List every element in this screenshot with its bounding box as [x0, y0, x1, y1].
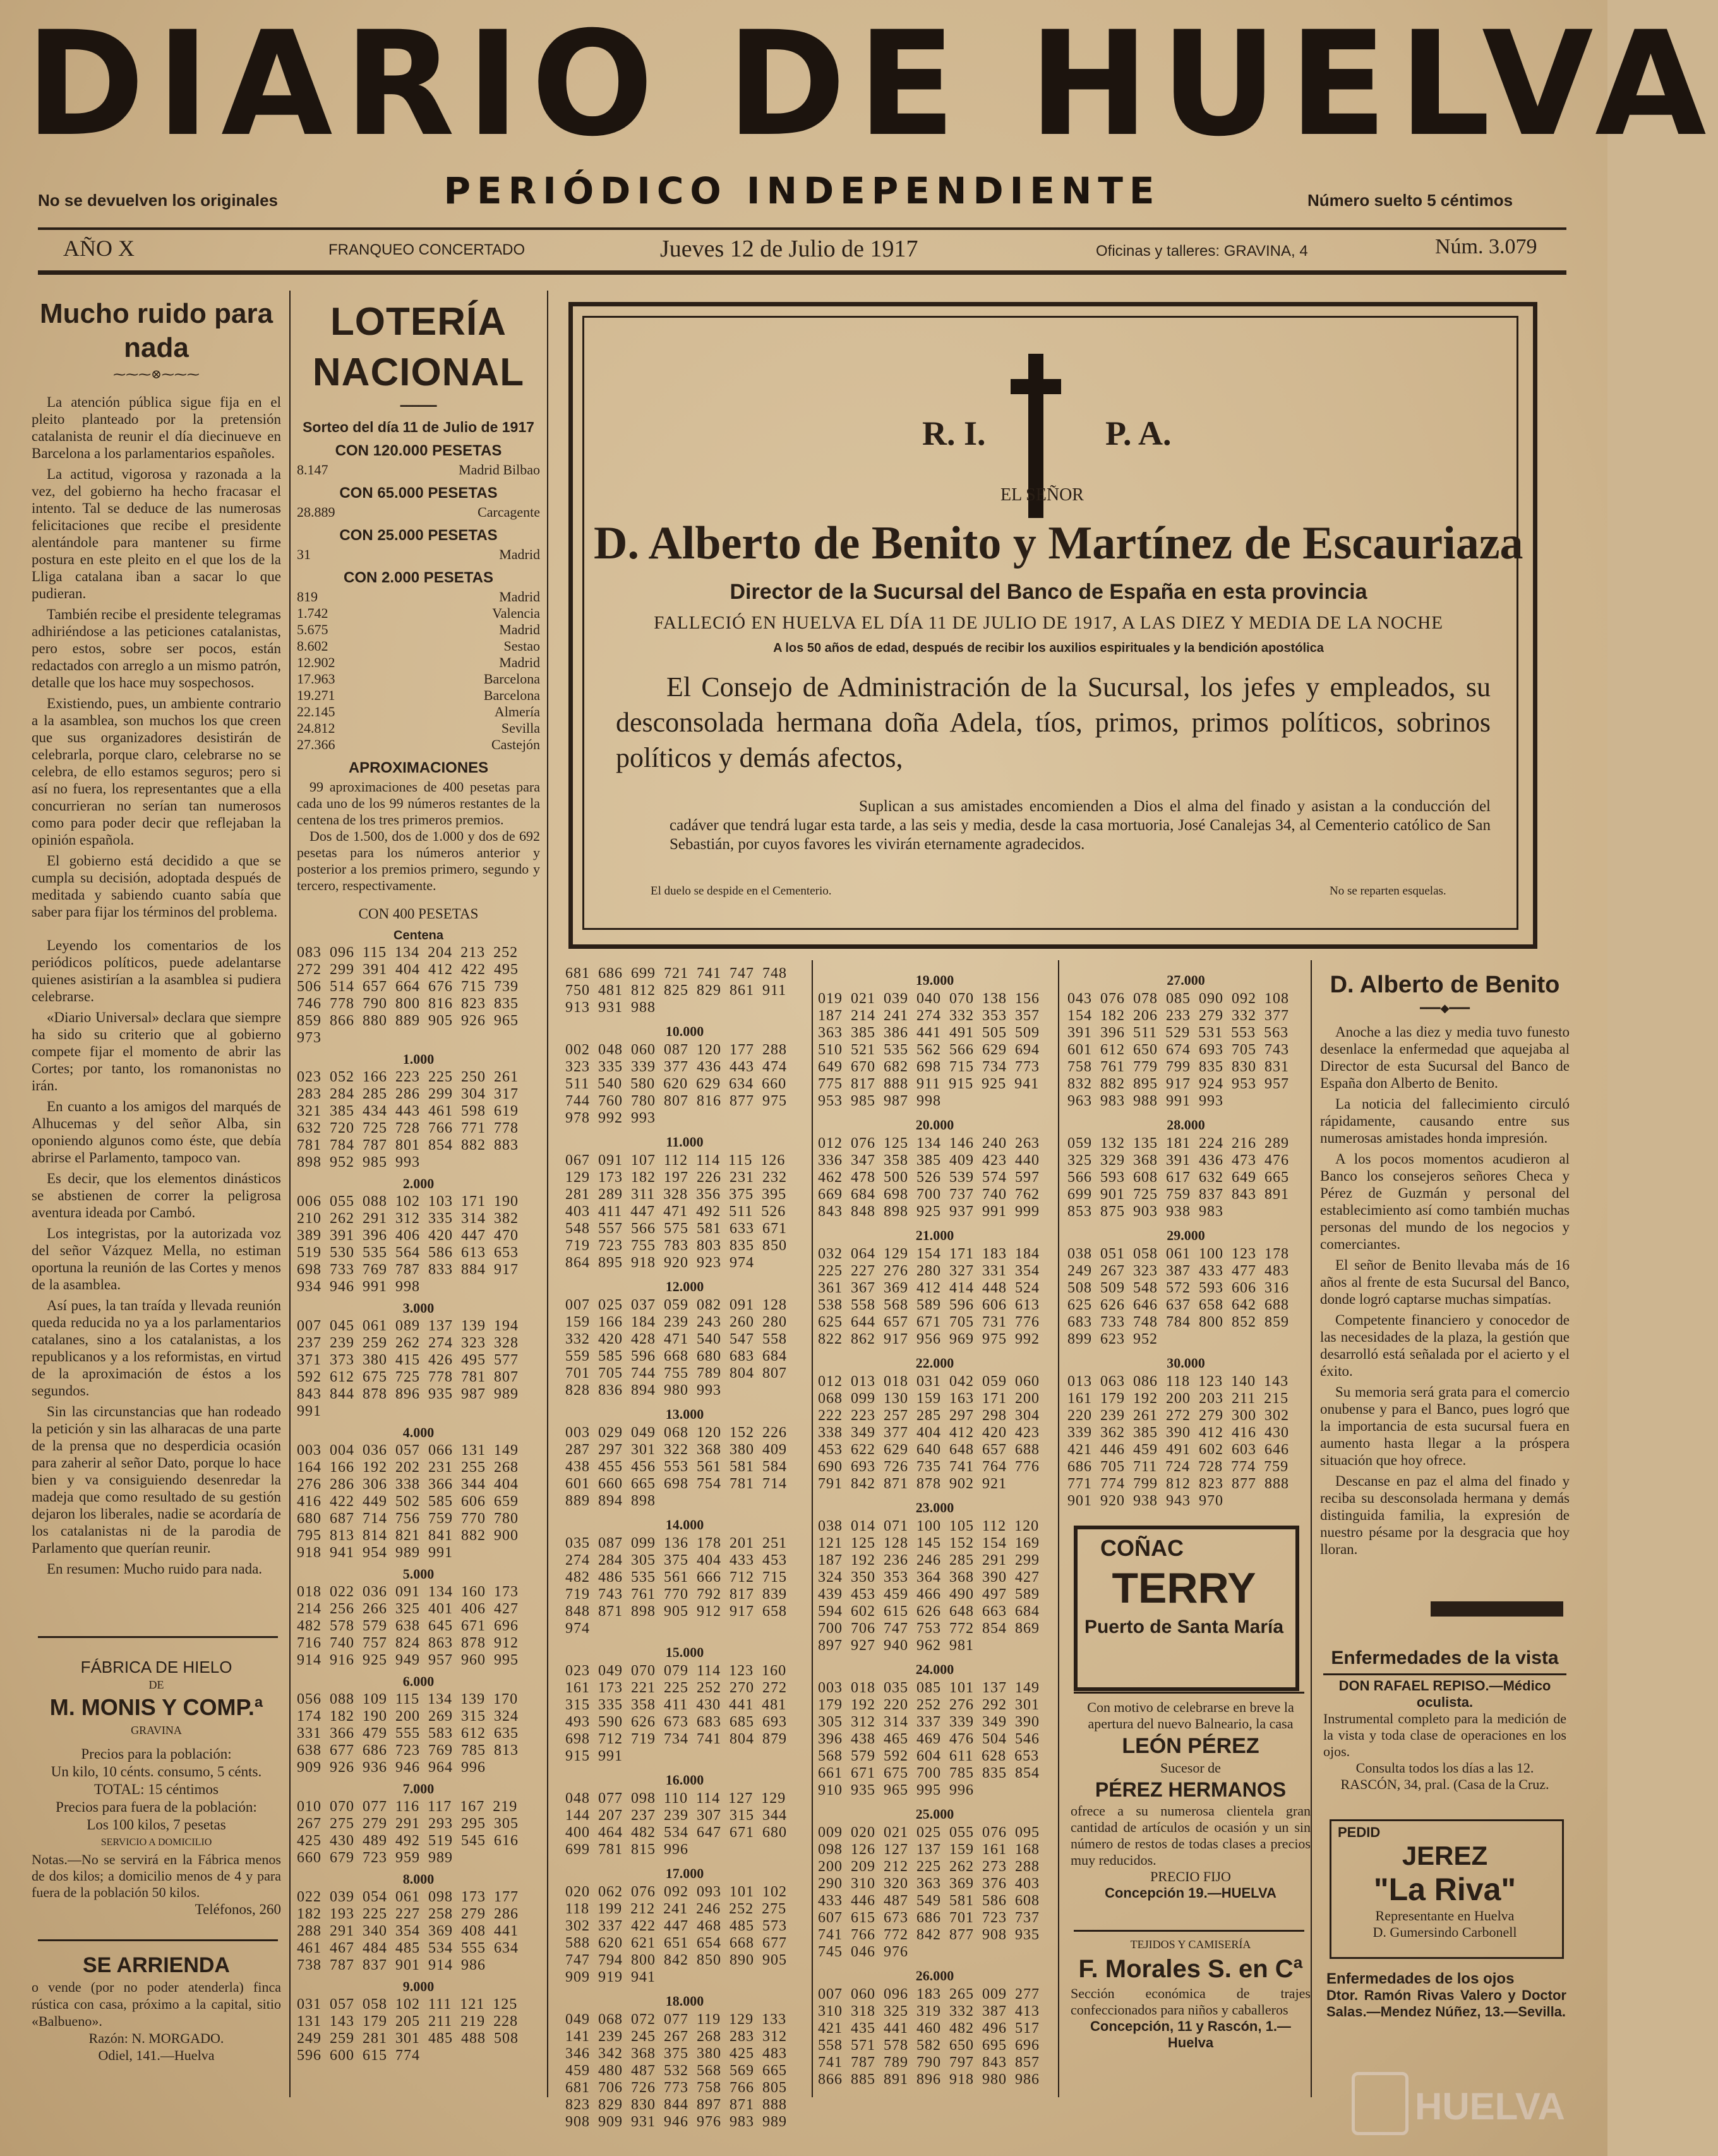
prize-row [297, 622, 540, 638]
prize-number: 1.742 [297, 605, 328, 621]
rule [1323, 1673, 1566, 1675]
prize-city: Sevilla [501, 720, 540, 736]
thousand-heading: 25.000 [915, 1806, 954, 1822]
thousand-heading: 15.000 [665, 1644, 704, 1660]
thousand-heading: 12.000 [665, 1279, 704, 1294]
prize-city: Madrid [499, 589, 540, 605]
masthead-subtitle: PERIÓDICO INDEPENDIENTE [443, 169, 1161, 212]
rule [1074, 1692, 1304, 1694]
ad-line: Teléfonos, 260 [195, 1901, 281, 1917]
ad-line: Notas.—No se servirá en la Fábrica menos de dos kilos; a domicilio menos de 4 y para fuera de la población 50 kilos. [32, 1852, 281, 1900]
prize-city: Madrid [499, 654, 540, 670]
paragraph: A los pocos momentos acudieron al Banco los consejeros señores Checa y Pérez de Guzmán y personal del establecimiento así como también muchas personas del mundo de los negocios y comerciantes. [1320, 1151, 1570, 1252]
thousand-numbers: 007 045 061 089 137 139 194 237 239 259 262 274 323 328 371 373 380 415 426 495 577 592 612 675 725 778 781 807 843 844 878 896 935 987 989 991 [297, 1318, 519, 1419]
ad-consult: Consulta todos los días a las 12. [1355, 1760, 1534, 1776]
paragraph: Su memoria será grata para el comercio onubense y para el Banco, pues logró que la importancia de esta sucursal fuera en aumento hasta llegar a la próspera situación que hoy ofrece. [1320, 1384, 1570, 1468]
thousand-heading: 11.000 [666, 1134, 704, 1150]
prize-number: 5.675 [297, 622, 328, 637]
ad-intro: TEJIDOS Y CAMISERÍA [1130, 1938, 1251, 1951]
paragraph: Sin las circunstancias que han rodeado la petición y sin las alharacas de una parte de la prensa que no desperdicia ocasión para zaherir al señor Dato, porque lo hace bien y va consiguiendo desenredar la madeja que como resultado de su gestión dejaron los liberales, nadie se acordaría de los catalanistas ni de la parodia de Parlamento que querían reunir. [32, 1404, 281, 1556]
draw-date: Sorteo del día 11 de Julio de 1917 [303, 419, 534, 435]
ad-title: Enfermedades de los ojos [1326, 1970, 1515, 1987]
prize-number: 31 [297, 546, 311, 562]
ad-heading: FÁBRICA DE HIELO [80, 1658, 232, 1677]
thousand-heading: 13.000 [665, 1406, 704, 1422]
ad-l2: "La Riva" [1373, 1872, 1517, 1907]
thousand-numbers: 010 070 077 116 117 167 219 267 275 279 291 293 295 305 425 430 489 492 519 545 616 660 679 723 959 989 [297, 1798, 519, 1866]
ad-firm: PÉREZ HERMANOS [1095, 1778, 1287, 1801]
thousand-numbers: 003 004 036 057 066 131 149 164 166 192 202 231 255 268 276 286 306 338 366 344 404 416 422 449 502 585 606 659 680 687 714 756 759 770 780 795 813 814 821 841 882 900 918 941 954 989 991 [297, 1442, 519, 1561]
prize-city: Carcagente [478, 504, 540, 520]
thousand-heading: 16.000 [665, 1772, 704, 1788]
thousand-numbers: 032 064 129 154 171 183 184 225 227 276 280 327 331 354 361 367 369 412 414 448 524 538 558 568 589 596 606 613 625 644 657 671 705 731 776 822 862 917 956 969 975 992 [818, 1246, 1040, 1347]
paragraph: Los integristas, por la autorizada voz del señor Vázquez Mella, no estiman oportuna la reunión de las Cortes y menos de la asamblea. [32, 1226, 281, 1292]
con400-label: CON 400 PESETAS [358, 906, 479, 922]
lottery-col-a [565, 965, 804, 2130]
paragraph: En resumen: Mucho ruido para nada. [47, 1561, 263, 1577]
paragraph: Anoche a las diez y media tuvo funesto desenlace la enfermedad que aquejaba al Director de esta Sucursal del Banco de España don Alberto de Benito. [1320, 1024, 1570, 1091]
thousand-heading: 30.000 [1167, 1355, 1205, 1371]
thousand-numbers: 023 052 166 223 225 250 261 283 284 285 286 299 304 317 321 385 434 443 461 598 619 632 720 725 728 766 771 778 781 784 787 801 854 882 883 898 952 985 993 [297, 1069, 519, 1171]
footer-left: El duelo se despide en el Cementerio. [651, 884, 832, 898]
ad-l1: JEREZ [1402, 1841, 1488, 1870]
thousand-numbers: 035 087 099 136 178 201 251 274 284 305 375 404 433 453 482 486 535 561 666 712 715 719 743 761 770 792 817 839 848 871 898 905 912 917 658 974 [565, 1535, 787, 1637]
ad-address: RASCÓN, 34, pral. (Casa de la Cruz. [1340, 1776, 1549, 1792]
ad-se-arrienda [32, 1952, 281, 2064]
thousand-heading: 2.000 [402, 1176, 435, 1191]
thousand-numbers: 681 686 699 721 741 747 748 750 481 812 825 829 861 911 913 931 988 [565, 965, 787, 1016]
ad-terry-l1: COÑAC [1100, 1535, 1184, 1561]
prize-row [297, 462, 540, 478]
prize-row [297, 687, 540, 704]
rip-right: P. A. [1105, 414, 1172, 452]
ad-title: Enfermedades de la vista [1331, 1647, 1559, 1668]
prize-row [297, 605, 540, 622]
thousand-heading: 20.000 [915, 1117, 954, 1133]
prize-city: Sestao [503, 638, 540, 654]
thousand-numbers: 019 021 039 040 070 138 156 187 214 241 274 332 353 357 363 385 386 441 491 505 509 510 521 535 562 566 629 694 649 670 682 698 715 734 773 775 817 888 911 915 925 941 953 985 987 998 [818, 991, 1040, 1109]
prize-number: 22.145 [297, 704, 335, 720]
ad-text: Instrumental completo para la medición de la vista y toda clase de operaciones en los ojos. [1323, 1711, 1566, 1759]
issue-number: Núm. 3.079 [1435, 235, 1537, 258]
paragraph: Es decir, que los elementos dinásticos se abstienen de correr la peligrosa aventura ideada por Cambó. [32, 1171, 281, 1220]
ad-line: TOTAL: 15 céntimos [93, 1781, 219, 1797]
thousand-heading: 6.000 [402, 1673, 435, 1689]
ad-address: Concepción 19.—HUELVA [1105, 1885, 1276, 1901]
offices-label: Oficinas y talleres: GRAVINA, 4 [1096, 243, 1308, 260]
thousand-heading: 23.000 [915, 1500, 954, 1515]
ad-leon-perez [1071, 1699, 1311, 1901]
ad-doctor: DON RAFAEL REPISO.—Médico oculista. [1338, 1678, 1551, 1710]
prize-city: Barcelona [483, 671, 540, 687]
col-rule-3 [812, 960, 813, 2097]
watermark-text: HUELVA [1415, 2085, 1565, 2128]
death-line: FALLECIÓ EN HUELVA EL DÍA 11 DE JULIO DE 1917, A LAS DIEZ Y MEDIA DE LA NOCHE [654, 613, 1443, 633]
prize-number: 28.889 [297, 504, 335, 520]
ornament: ━━━◆━━━ [1420, 1002, 1470, 1015]
family-text: El Consejo de Administración de la Sucursal, los jefes y empleados, su desconsolada hermana doña Adela, tíos, primos, primos políticos, sobrinos políticos y demás afectos, [616, 671, 1491, 773]
thousand-numbers: 038 051 058 061 100 123 178 249 267 323 387 433 477 483 508 509 548 572 593 606 316 625 626 646 637 658 642 688 683 733 748 784 800 852 859 899 623 952 [1067, 1246, 1289, 1347]
thousand-numbers: 002 048 060 087 120 177 288 323 335 339 377 436 443 474 511 540 580 620 629 634 660 744 760 780 807 816 877 975 978 992 993 [565, 1042, 787, 1126]
thousand-heading: 26.000 [915, 1968, 954, 1984]
prize-amount: CON 65.000 PESETAS [339, 485, 498, 502]
rule [1074, 1930, 1304, 1932]
thousand-heading: 14.000 [665, 1517, 704, 1533]
thousand-numbers: 012 013 018 031 042 059 060 068 099 130 159 163 171 200 222 223 257 285 297 298 304 338 349 377 404 412 420 423 453 622 629 640 648 657 688 690 693 726 735 741 764 776 791 842 871 878 902 921 [818, 1373, 1040, 1492]
prize-row [297, 671, 540, 687]
thousand-heading: 21.000 [915, 1227, 954, 1243]
paragraph: La atención pública sigue fija en el pleito planteado por la pretensión catalanista de reunir el día diecinueve en Barcelona a los parlamentarios españoles. [32, 394, 281, 461]
age-line: A los 50 años de edad, después de recibir los auxilios espirituales y la bendición apostólica [773, 641, 1324, 655]
ad-pedid: PEDID [1338, 1824, 1381, 1840]
ad-jerez-content [1333, 1824, 1557, 1941]
ad-text: o vende (por no poder atenderla) finca rústica con casa, próximo a la capital, sitio «Balbueno». [32, 1979, 281, 2029]
ad-line: Los 100 kilos, 7 pesetas [87, 1817, 226, 1833]
thousand-heading: 19.000 [915, 972, 954, 988]
ad-text: Dtor. Ramón Rivas Valero y Doctor Salas.—Mendez Núñez, 13.—Sevilla. [1326, 1987, 1566, 2020]
year-label: AÑO X [63, 236, 135, 261]
ad-morales [1071, 1936, 1311, 2051]
thousand-heading: 5.000 [402, 1566, 435, 1582]
ad-sucesor: Sucesor de [1160, 1760, 1221, 1776]
ad-intro: Con motivo de celebrarse en breve la apertura del nuevo Balneario, la casa [1087, 1699, 1294, 1731]
prize-city: Madrid [499, 546, 540, 562]
thousand-numbers: 012 076 125 134 146 240 263 336 347 358 385 409 423 440 462 478 500 526 539 574 597 669 684 698 700 737 740 762 843 848 898 925 937 991 999 [818, 1135, 1040, 1220]
thousand-numbers: 023 049 070 079 114 123 160 161 173 221 225 252 270 272 315 335 358 411 430 441 481 493 590 626 673 683 685 693 698 712 719 734 741 804 879 915 991 [565, 1663, 787, 1764]
ad-text: Sección económica de trajes confeccionados para niños y caballeros [1071, 1985, 1311, 2018]
prize-city: Valencia [492, 605, 540, 621]
thousand-numbers: 003 018 035 085 101 137 149 179 192 220 252 276 292 301 305 312 314 337 339 349 390 396 438 465 469 476 504 546 568 579 592 604 611 628 653 661 671 675 700 785 835 854 910 935 965 995 996 [818, 1680, 1040, 1798]
thousand-heading: 17.000 [665, 1865, 704, 1881]
col-rule-2 [547, 291, 548, 2097]
prize-number: 12.902 [297, 654, 335, 670]
franqueo-label: FRANQUEO CONCERTADO [328, 241, 526, 258]
ad-fabrica-hielo [32, 1658, 281, 1918]
col-rule-5 [1311, 960, 1312, 2097]
deceased-name: D. Alberto de Benito y Martínez de Escauriaza [594, 517, 1523, 569]
archive-watermark [1352, 2066, 1565, 2135]
thousand-heading: 9.000 [402, 1978, 435, 1994]
prize-amount: CON 2.000 PESETAS [344, 569, 493, 586]
thousand-numbers: 007 025 037 059 082 091 128 159 166 184 239 243 260 280 332 420 428 471 540 547 558 559 585 596 668 680 683 684 701 705 744 755 789 804 807 828 836 894 980 993 [565, 1297, 787, 1399]
left-note: No se devuelven los originales [38, 191, 279, 210]
thousand-heading: 22.000 [915, 1355, 954, 1371]
thousand-numbers: 022 039 054 061 098 173 177 182 193 225 227 258 279 286 288 291 340 354 369 408 441 461 467 484 485 534 555 634 738 787 837 901 914 986 [297, 1889, 519, 1973]
ad-company: M. MONIS Y COMP.ª [49, 1694, 263, 1720]
ad-line: Un kilo, 10 cénts. consumo, 5 cénts. [51, 1764, 262, 1780]
thousand-heading: 18.000 [665, 1993, 704, 2009]
right-note: Número suelto 5 céntimos [1307, 191, 1513, 210]
ad-line: SERVICIO A DOMICILIO [100, 1837, 212, 1848]
thousand-heading: 4.000 [402, 1424, 435, 1440]
prize-row [297, 654, 540, 671]
ad-contact: Razón: N. MORGADO. [88, 2030, 224, 2046]
thousand-numbers: 013 063 086 118 123 140 143 161 179 192 200 203 211 215 220 239 261 272 279 300 302 339 362 385 390 412 416 430 421 446 459 491 602 603 646 686 705 711 724 728 774 759 771 774 799 812 823 877 888 901 920 938 943 970 [1067, 1373, 1289, 1509]
thousand-numbers: 056 088 109 115 134 139 170 174 182 190 200 269 315 324 331 366 479 555 583 612 635 638 677 686 723 769 785 813 909 926 936 946 964 996 [297, 1691, 519, 1776]
article-ruido [32, 297, 281, 1642]
lottery-title: LOTERÍA NACIONAL [312, 300, 525, 394]
prize-row [297, 720, 540, 737]
paragraph: Existiendo, pues, un ambiente contrario a la asamblea, son muchos los que creen que sus organizadores desistirán de celebrarla, porque claro, celebrarse no se celebra, de ello estamos seguros; pero si así no fuera, los representantes que a ella concurrieran no serían tan numerosos como para poder decir que reflejaban la opinión española. [32, 696, 281, 848]
ad-l3: Representante en Huelva [1375, 1908, 1515, 1924]
prize-row [297, 638, 540, 654]
black-bar [1431, 1601, 1563, 1617]
ad-terry-content [1081, 1534, 1287, 1641]
thousand-heading: 27.000 [1167, 972, 1205, 988]
prize-number: 24.812 [297, 720, 335, 736]
thousand-heading: 29.000 [1167, 1227, 1205, 1243]
centena-label: Centena [393, 929, 443, 942]
prize-number: 8.602 [297, 638, 328, 654]
ad-title: SE ARRIENDA [83, 1953, 230, 1977]
thousand-numbers: 038 014 071 100 105 112 120 121 125 128 145 152 154 169 187 192 236 246 285 291 299 324 350 353 364 368 390 427 439 453 459 466 490 497 589 594 602 615 626 648 663 684 700 706 747 753 772 854 869 897 927 940 962 981 [818, 1518, 1040, 1654]
deceased-role: Director de la Sucursal del Banco de España en esta provincia [730, 580, 1367, 604]
prize-row [297, 737, 540, 753]
ad-text: ofrece a su numerosa clientela gran cantidad de artículos de ocasión y un sin número de restos de todas clases a precios muy reducidos. [1071, 1803, 1311, 1868]
header-rule [38, 270, 1566, 275]
rip-left: R. I. [922, 414, 986, 452]
prize-row [297, 589, 540, 605]
paragraph: También recibe el presidente telegramas adhiriéndose a las peticiones catalanistas, pero estos, sobre ser pocos, están redactados con arreglo a un mismo patrón, detalle que los hace muy sospechosos. [32, 606, 281, 690]
thousand-heading: 3.000 [402, 1300, 435, 1316]
thousand-numbers: 003 029 049 068 120 152 226 287 297 301 322 368 380 409 438 455 456 553 561 581 584 601 660 665 698 754 781 714 889 894 898 [565, 1424, 787, 1509]
paragraph: La noticia del fallecimiento circuló rápidamente, causando entre sus numerosas amistades honda impresión. [1320, 1096, 1570, 1146]
col-rule-1 [289, 291, 291, 2097]
col-rule-4 [1058, 960, 1059, 2097]
top-rule [38, 227, 1566, 230]
thousand-heading: 10.000 [665, 1023, 704, 1039]
paragraph: El gobierno está decidido a que se cumpla su decisión, adoptada después de meditada y sabiendo cuanto sabía que saber para fijar los términos del problema. [32, 853, 281, 920]
prize-city: Barcelona [483, 687, 540, 703]
thousand-heading: 28.000 [1167, 1117, 1205, 1133]
paragraph: Leyendo los comentarios de los periódicos políticos, puede adelantarse quienes asistirían a la asamblea si pudiera celebrarse. [32, 937, 281, 1004]
ad-vista [1323, 1646, 1566, 1793]
el-senor: EL SEÑOR [1000, 485, 1084, 505]
paragraph: «Diario Universal» declara que siempre ha sido su criterio que al gobierno compete fijar el momento de abrir las Cortes; por tanto, los romanonistas no irán. [32, 1009, 281, 1093]
paragraph: La actitud, vigorosa y razonada a la vez, del gobierno ha hecho fracasar el intento. Tal se deduce de las numerosas felicitaciones que recibe el presidente alentándole para mantener su firme postura en este pleito en el que los de la Lliga catalana iban a sacar lo que pudieran. [32, 466, 281, 601]
paragraph: Competente financiero y conocedor de las necesidades de la plaza, la gestión que desarrolló está señalada por el acierto y el éxito. [1320, 1312, 1570, 1379]
prize-amount: CON 25.000 PESETAS [339, 527, 498, 544]
paragraph: El señor de Benito llevaba más de 16 años al frente de esta Sucursal del Banco, donde logró captarse muchas simpatías. [1320, 1257, 1570, 1307]
thousand-heading: 24.000 [915, 1661, 954, 1677]
thousand-numbers: 031 057 058 102 111 121 125 131 143 179 205 211 219 228 249 259 281 301 485 488 508 596 600 615 774 [297, 1996, 519, 2064]
ad-terry-l2: TERRY [1112, 1564, 1256, 1612]
ad-name: F. Morales S. en Cª [1078, 1955, 1303, 1983]
prize-city: Almería [494, 704, 540, 720]
ad-line: Precios para la población: [81, 1746, 232, 1762]
aprox-title: APROXIMACIONES [348, 759, 489, 776]
prize-row [297, 504, 540, 521]
lottery-col-b [818, 965, 1052, 2102]
ad-name: LEÓN PÉREZ [1122, 1734, 1259, 1758]
paragraph: Así pues, la tan traída y llevada reunión queda reducida no ya a los parlamentarios catalanes, sino a los catalanistas, a los republicanos y a los reformistas, en virtud de la aproximación de éstos a los segundos. [32, 1298, 281, 1399]
masthead-title: DIARIO DE HUELVA [25, 0, 1718, 168]
footer-right: No se reparten esquelas. [1330, 884, 1446, 898]
rule [38, 1939, 278, 1941]
ad-terry-l3: Puerto de Santa María [1084, 1617, 1284, 1637]
thousand-heading: 1.000 [402, 1051, 435, 1067]
thousand-numbers: 006 055 088 102 103 171 190 210 262 291 312 335 314 382 389 391 396 406 420 447 470 519 530 535 564 586 613 653 698 733 769 787 833 884 917 934 946 991 998 [297, 1193, 519, 1295]
ad-precio: PRECIO FIJO [1150, 1869, 1231, 1884]
ad-l4: D. Gumersindo Carbonell [1373, 1924, 1517, 1940]
prize-city: Castejón [491, 737, 540, 752]
article-title: Mucho ruido para nada [39, 298, 273, 363]
lottery-column [297, 297, 540, 2104]
thousand-numbers: 048 077 098 110 114 127 129 144 207 237 239 307 315 344 400 464 482 534 647 671 680 699 781 815 996 [565, 1790, 787, 1858]
thousand-numbers: 020 062 076 092 093 101 102 118 199 212 241 246 252 275 302 337 422 447 468 485 573 588 620 621 651 654 668 677 747 794 800 842 850 890 905 909 919 941 [565, 1884, 787, 1985]
ad-street: GRAVINA [131, 1724, 182, 1737]
news-benito [1320, 970, 1570, 1589]
ornament: ⁓⁓⁓⊗⁓⁓⁓ [113, 368, 200, 382]
thousand-heading: 7.000 [402, 1781, 435, 1797]
rule [38, 1636, 278, 1638]
prize-city: Madrid [499, 622, 540, 637]
date-label: Jueves 12 de Julio de 1917 [660, 236, 918, 262]
aprox-text-2: Dos de 1.500, dos de 1.000 y dos de 692 pesetas para los números anterior y posterior a los premios primero, segundo y tercero, respectivamente. [297, 828, 540, 893]
thousand-numbers: 059 132 135 181 224 216 289 325 329 368 391 436 473 476 566 593 608 617 632 649 665 699 901 725 759 837 843 891 853 875 903 938 983 [1067, 1135, 1289, 1220]
prize-number: 27.366 [297, 737, 335, 752]
shield-icon [1352, 2072, 1409, 2135]
ad-address: Odiel, 141.—Huelva [98, 2047, 215, 2063]
thousand-numbers: 049 068 072 077 119 129 133 141 239 245 267 268 283 312 346 342 368 375 380 425 483 459 480 487 532 568 569 665 681 706 726 773 758 766 805 823 829 830 844 897 871 888 908 909 931 946 976 983 989 [565, 2011, 787, 2130]
prize-row [297, 704, 540, 720]
prize-amount: CON 120.000 PESETAS [335, 442, 502, 459]
ornament: ━━━━━━ [400, 401, 437, 412]
request-text: Suplican a sus amistades encomienden a Dios el alma del finado y asistan a la conducción del cadáver que tendrá lugar esta tarde, a las seis y media, desde la casa mortuoria, José Canalejas 34, al Cementerio católico de San Sebastián, por cuyos favores les vivirán eternamente agradecidos. [670, 798, 1491, 853]
thousand-numbers: 043 076 078 085 090 092 108 154 182 206 233 279 332 377 391 396 511 529 531 553 563 601 612 650 674 693 705 743 758 761 779 799 835 830 831 832 882 895 917 924 953 957 963 983 988 991 993 [1067, 991, 1289, 1109]
thousand-heading: 8.000 [402, 1871, 435, 1887]
prize-number: 819 [297, 589, 318, 605]
prize-number: 19.271 [297, 687, 335, 703]
aprox-text: 99 aproximaciones de 400 pesetas para cada uno de los 99 números restantes de la centena de los tres primeros premios. [297, 779, 540, 828]
paragraph: En cuanto a los amigos del marqués de Alhucemas y del señor Alba, sin oponiendo algunos como éste, que debía abrirse el Parlamento, tampoco van. [32, 1099, 281, 1165]
news-title: D. Alberto de Benito [1330, 972, 1560, 998]
thousand-numbers: 067 091 107 112 114 115 126 129 173 182 197 226 231 232 281 289 311 328 356 375 395 403 411 447 471 492 511 526 548 557 566 575 581 633 671 719 723 755 783 803 835 850 864 895 918 920 923 974 [565, 1152, 787, 1271]
thousand-numbers: 007 060 096 183 265 009 277 310 318 325 319 332 387 413 421 435 441 460 482 496 517 558 571 578 582 650 695 696 741 787 789 790 797 843 857 866 885 891 896 918 980 986 [818, 1986, 1040, 2088]
prize-city: Madrid Bilbao [459, 462, 540, 478]
thousand-numbers: 018 022 036 091 134 160 173 214 256 266 325 401 406 427 482 578 579 638 645 671 696 716 740 757 824 863 878 912 914 916 925 949 957 960 995 [297, 1584, 519, 1668]
ad-address: Concepción, 11 y Rascón, 1.—Huelva [1090, 2018, 1291, 2051]
ad-line: Precios para fuera de la población: [56, 1799, 257, 1815]
thousand-numbers: 009 020 021 025 055 076 095 098 126 127 137 159 161 168 200 209 212 225 262 273 288 290 310 320 363 369 376 403 433 446 487 549 581 586 608 607 615 673 686 701 723 737 741 766 772 842 877 908 935 745 046 976 [818, 1824, 1040, 1960]
ad-de: DE [148, 1678, 164, 1691]
prize-number: 8.147 [297, 462, 328, 478]
paragraph: Descanse en paz el alma del finado y reciba su desconsolada hermana y demás distinguida familia, la expresión de nuestro pésame por la desgracia que hoy lloran. [1320, 1473, 1570, 1557]
ad-ojos [1326, 1971, 1566, 2020]
prize-row [297, 546, 540, 563]
centena-numbers: 083 096 115 134 204 213 252 272 299 391 404 412 422 495 506 514 657 664 676 715 739 746 778 790 800 816 823 835 859 866 880 889 905 926 965 973 [297, 944, 519, 1046]
prize-number: 17.963 [297, 671, 335, 687]
